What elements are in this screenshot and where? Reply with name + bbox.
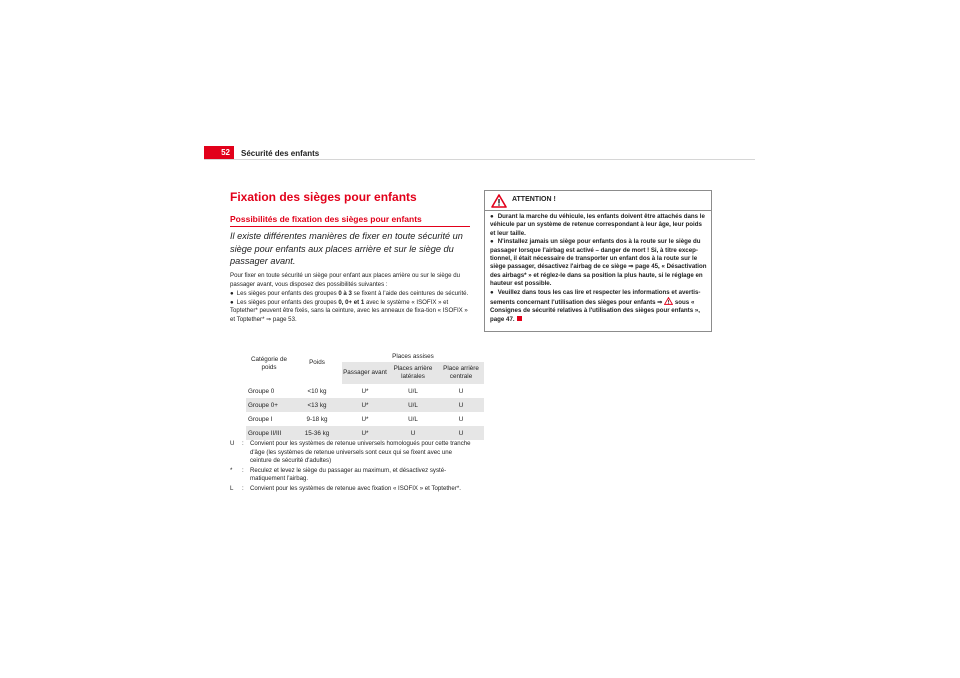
cell-front: U*	[361, 415, 369, 423]
note-item: U : Convient pour les systèmes de retenue universels homologués pour cette tranche d'âge (les systèmes de retenue universels sont ceux qui se fixent avec une ceinture de sécurité d'adultes)	[230, 440, 474, 466]
note-item: L : Convient pour les systèmes de retenue avec fixation « ISOFIX » et Toptether*.	[230, 485, 474, 494]
page-number: 52	[204, 146, 234, 160]
cell-group: Groupe 0+	[246, 398, 292, 412]
bullet-emph: 0 à 3	[338, 290, 352, 298]
col-weight: Poids	[309, 359, 325, 366]
cell-front: U*	[342, 426, 388, 440]
cell-center: U	[438, 398, 484, 412]
warning-text: « Consignes de sécurité relatives à l'utilisation des sièges pour enfants », page 47.	[490, 299, 700, 323]
cell-side: U/L	[408, 415, 418, 423]
bullet-text: avec le système « ISOFIX » et Toptether* peuvent être fixés, sans la ceinture, avec les anneaux de fixa-tion « ISOFIX » et Toptether* ⇒ page 53.	[230, 298, 468, 323]
cell-weight: <10 kg	[307, 387, 327, 395]
col-category: Catégorie de poids	[250, 356, 288, 371]
bullet-item	[230, 299, 472, 325]
warning-text: sous	[674, 299, 690, 307]
cell-weight: <13 kg	[292, 398, 342, 412]
table-row	[246, 398, 484, 412]
bullet-text: se fixent à l'aide des ceintures de sécurité.	[351, 290, 469, 298]
bullet-icon: ●	[490, 238, 494, 246]
table-row	[246, 384, 484, 398]
warning-text: Durant la marche du véhicule, les enfants doivent être attachés dans le véhicule par un système de retenue correspondant à leur âge, leur poids et leur taille.	[490, 213, 705, 237]
warning-title: ATTENTION !	[512, 196, 556, 203]
warning-box	[484, 190, 712, 332]
body-intro: Pour fixer en toute sécurité un siège pour enfant aux places arrière ou sur le siège du passager avant, vous disposez des possibilités suivantes :	[230, 272, 461, 288]
note-text: Convient pour les systèmes de retenue universels homologués pour cette tranche d'âge (les systèmes de retenue universels sont ceux qui se fixent avec une ceinture de sécurité d'adultes)	[250, 440, 471, 465]
warning-icon	[491, 194, 507, 208]
warning-header	[485, 191, 711, 211]
warning-item	[490, 238, 707, 288]
warning-item	[490, 289, 707, 325]
cell-front: U*	[361, 387, 369, 395]
col-front: Passager avant	[342, 362, 388, 384]
warning-item	[490, 213, 707, 238]
note-key: U	[230, 440, 235, 447]
page-heading: Fixation des sièges pour enfants	[230, 190, 417, 204]
cell-center: U	[458, 415, 464, 423]
cell-side: U/L	[388, 398, 438, 412]
bullet-emph: 0, 0+ et 1	[338, 298, 365, 306]
note-text: Reculez et levez le siège du passager au maximum, et désactivez systé-matiquement l'airbag.	[250, 466, 447, 483]
subheading-rule	[230, 226, 470, 227]
bullet-text: Les sièges pour enfants des groupes	[236, 290, 339, 298]
note-text: Convient pour les systèmes de retenue avec fixation « ISOFIX » et Toptether*.	[250, 484, 461, 492]
cell-center: U	[458, 387, 464, 395]
cell-side: U	[388, 426, 438, 440]
subheading: Possibilités de fixation des sièges pour enfants	[230, 214, 422, 224]
table-row	[246, 426, 484, 440]
warning-icon	[664, 297, 673, 305]
col-places: Places assises	[392, 352, 434, 360]
cell-weight: 9-18 kg	[306, 415, 328, 423]
cell-group: Groupe II/III	[246, 426, 292, 440]
end-mark-icon	[517, 316, 522, 321]
section-title: Sécurité des enfants	[241, 149, 320, 158]
cell-group: Groupe I	[248, 415, 273, 423]
bullet-icon: ●	[230, 290, 234, 298]
bullet-item	[230, 290, 472, 299]
col-rear-side: Places arrière latérales	[388, 362, 438, 384]
cell-group: Groupe 0	[248, 387, 275, 395]
table-row	[246, 412, 484, 426]
warning-body	[485, 211, 711, 324]
cell-center: U	[438, 426, 484, 440]
bullet-icon: ●	[230, 298, 234, 306]
intro-paragraph: Il existe différentes manières de fixer en toute sécurité un siège pour enfants aux places arrière et sur le siège du passager avant.	[230, 231, 463, 266]
seat-table	[246, 350, 484, 440]
bullet-text: Les sièges pour enfants des groupes	[236, 298, 339, 306]
bullet-icon: ●	[490, 213, 494, 220]
bullet-icon: ●	[490, 288, 494, 296]
note-key: *	[230, 466, 233, 474]
cell-weight: 15-36 kg	[292, 426, 342, 440]
warning-text: N'installez jamais un siège pour enfants dos à la route sur le siège du passager lorsque l'airbag est activé – danger de mort ! Si, à titre excep-tionnel, il était nécessaire de transporter un enfant dos à la route sur le siège passager, désactivez l'airbag de ce siège ⇒ page 45, « Désactivation des airbags* » et réglez-le dans sa position la plus haute, si le réglage en hauteur est possible.	[490, 238, 707, 288]
warning-text: Veuillez dans tous les cas lire et respecter les informations et avertis-sements concernant l'utilisation des sièges pour enfants ⇒	[490, 288, 701, 307]
table-notes	[230, 440, 474, 495]
note-item: * : Reculez et levez le siège du passager au maximum, et désactivez systé-matiquement l'airbag.	[230, 467, 474, 484]
header-divider	[204, 159, 755, 160]
cell-front: U*	[342, 398, 388, 412]
note-key: L	[230, 484, 234, 492]
col-rear-center: Place arrière centrale	[438, 362, 484, 384]
body-text	[230, 272, 472, 325]
cell-side: U/L	[408, 387, 418, 395]
